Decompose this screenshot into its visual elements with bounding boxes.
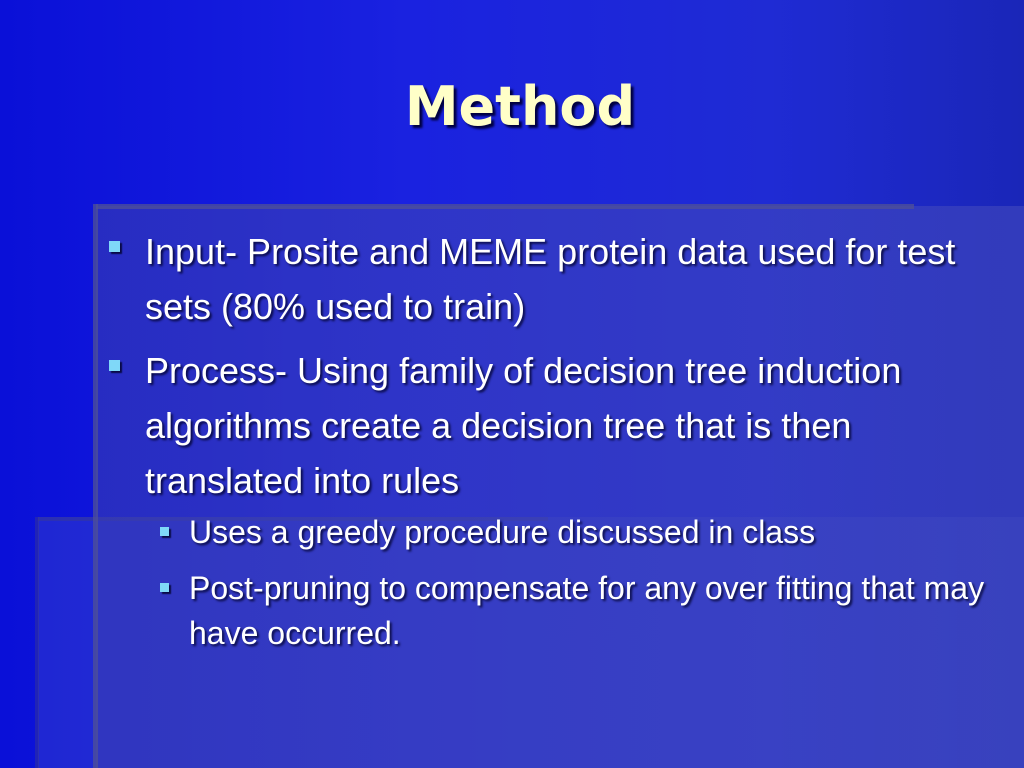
bullet-list [105,224,985,667]
sub-bullet-item-pruning [145,566,985,656]
square-bullet-icon [160,583,169,592]
square-bullet-icon [160,527,169,536]
content-panel-side-edge [93,204,98,768]
slide-title: Method [404,75,636,138]
sub-bullet-item-greedy [145,510,985,555]
content-panel-top-edge [96,204,914,209]
bullet-item-input [105,224,985,334]
bullet-item-process [105,343,985,656]
bullet-text: Process- Using family of decision tree induction algorithms create a decision tree that is then translated into rules [145,350,902,501]
square-bullet-icon [109,360,120,371]
sub-bullet-text: Post-pruning to compensate for any over fitting that may have occurred. [189,570,985,651]
sub-bullet-text: Uses a greedy procedure discussed in class [189,514,816,550]
background-panel-lower-side [35,517,39,768]
bullet-text: Input- Prosite and MEME protein data used for test sets (80% used to train) [145,231,956,327]
sub-bullet-list [145,510,985,656]
square-bullet-icon [109,241,120,252]
